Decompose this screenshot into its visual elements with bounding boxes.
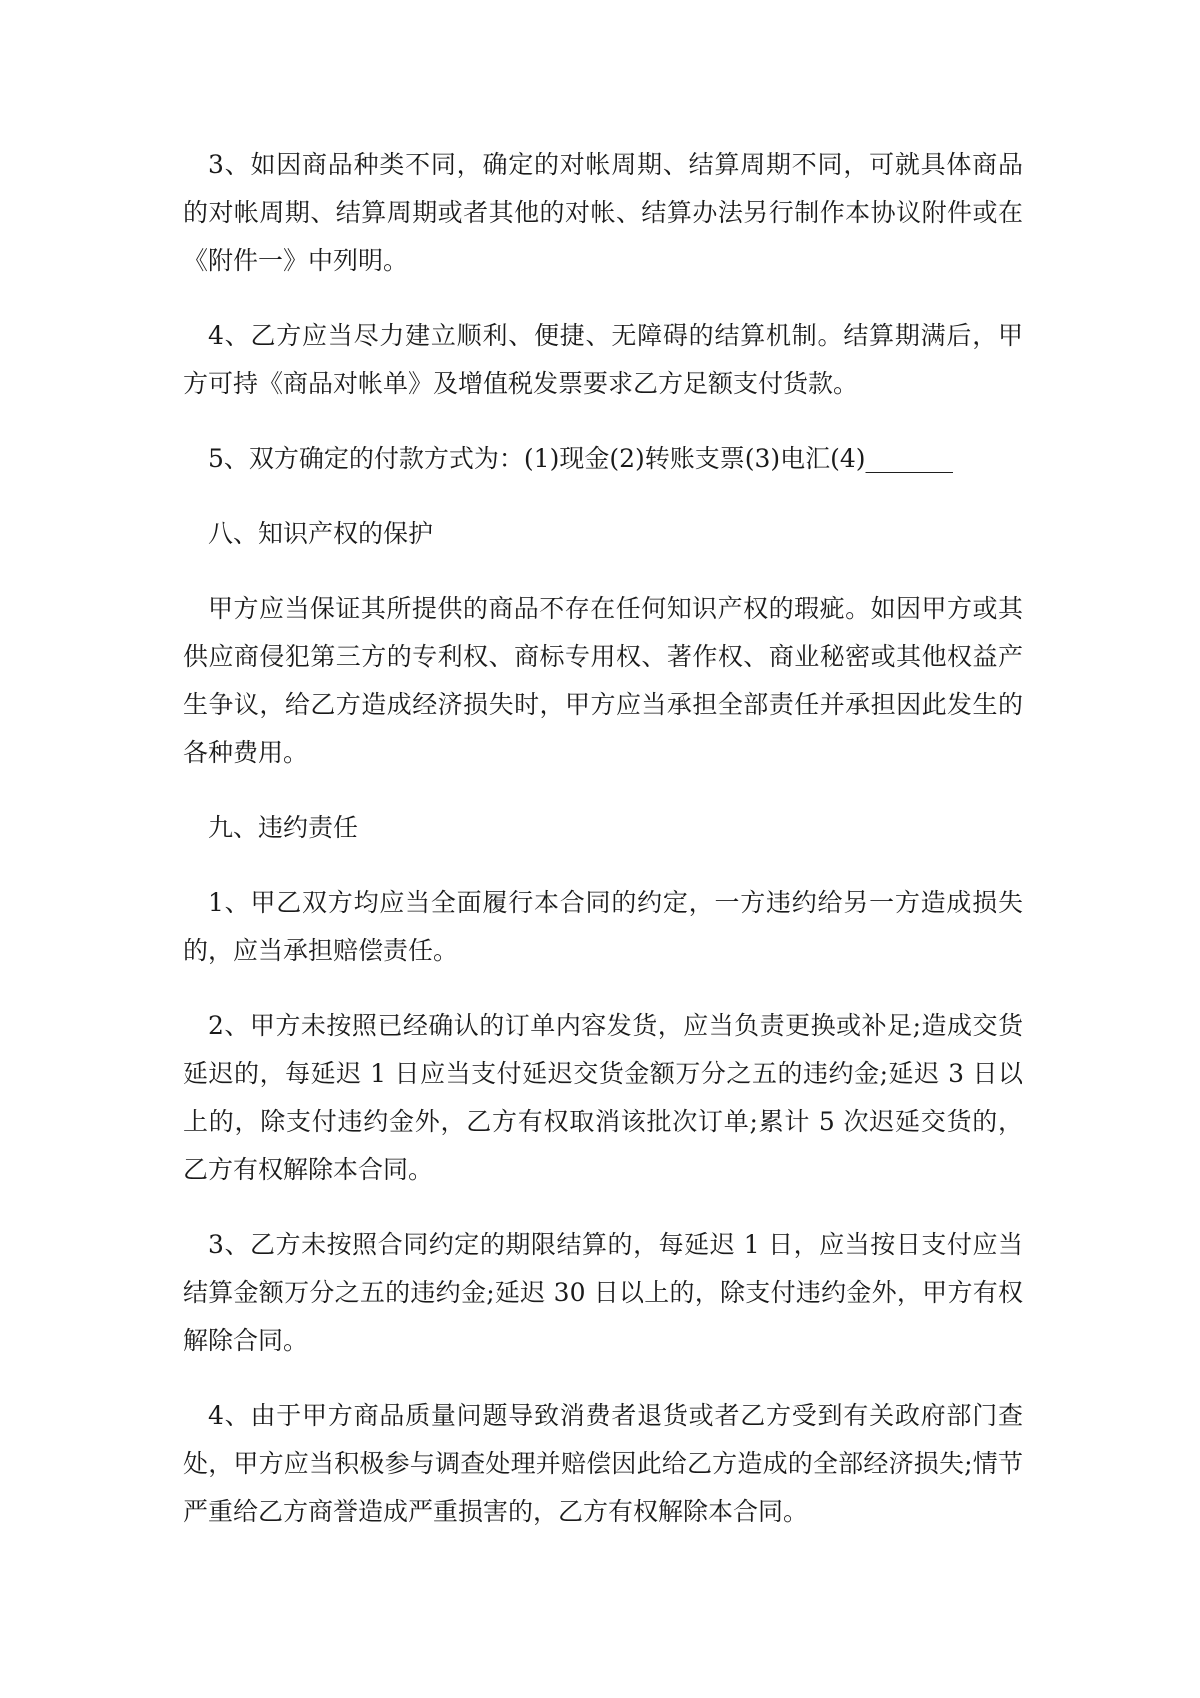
clause-9-1: 1、甲乙双方均应当全面履行本合同的约定，一方违约给另一方造成损失的，应当承担赔偿责任。	[183, 888, 1023, 965]
section-heading-8: 八、知识产权的保护	[208, 519, 434, 548]
document-body	[183, 141, 1023, 1536]
clause-9-3: 3、乙方未按照合同约定的期限结算的，每延迟 1 日，应当按日支付应当结算金额万分之五的违约金;延迟 30 日以上的，除支付违约金外，甲方有权解除合同。	[183, 1230, 1023, 1355]
clause-7-5: 5、双方确定的付款方式为：(1)现金(2)转账支票(3)电汇(4)_______	[208, 444, 954, 473]
clause-9-2: 2、甲方未按照已经确认的订单内容发货，应当负责更换或补足;造成交货延迟的，每延迟 1 日应当支付延迟交货金额万分之五的违约金;延迟 3 日以上的，除支付违约金外，乙方有权取消该批次订单;累计 5 次迟延交货的，乙方有权解除本合同。	[183, 1011, 1023, 1184]
clause-7-3: 3、如因商品种类不同，确定的对帐周期、结算周期不同，可就具体商品的对帐周期、结算周期或者其他的对帐、结算办法另行制作本协议附件或在《附件一》中列明。	[183, 150, 1023, 275]
clause-7-4: 4、乙方应当尽力建立顺利、便捷、无障碍的结算机制。结算期满后，甲方可持《商品对帐单》及增值税发票要求乙方足额支付货款。	[183, 321, 1023, 398]
section-8-body: 甲方应当保证其所提供的商品不存在任何知识产权的瑕疵。如因甲方或其供应商侵犯第三方的专利权、商标专用权、著作权、商业秘密或其他权益产生争议，给乙方造成经济损失时，甲方应当承担全部责任并承担因此发生的各种费用。	[183, 594, 1023, 767]
section-heading-9: 九、违约责任	[208, 813, 359, 842]
clause-9-4: 4、由于甲方商品质量问题导致消费者退货或者乙方受到有关政府部门查处，甲方应当积极参与调查处理并赔偿因此给乙方造成的全部经济损失;情节严重给乙方商誉造成严重损害的，乙方有权解除本合同。	[183, 1401, 1023, 1526]
